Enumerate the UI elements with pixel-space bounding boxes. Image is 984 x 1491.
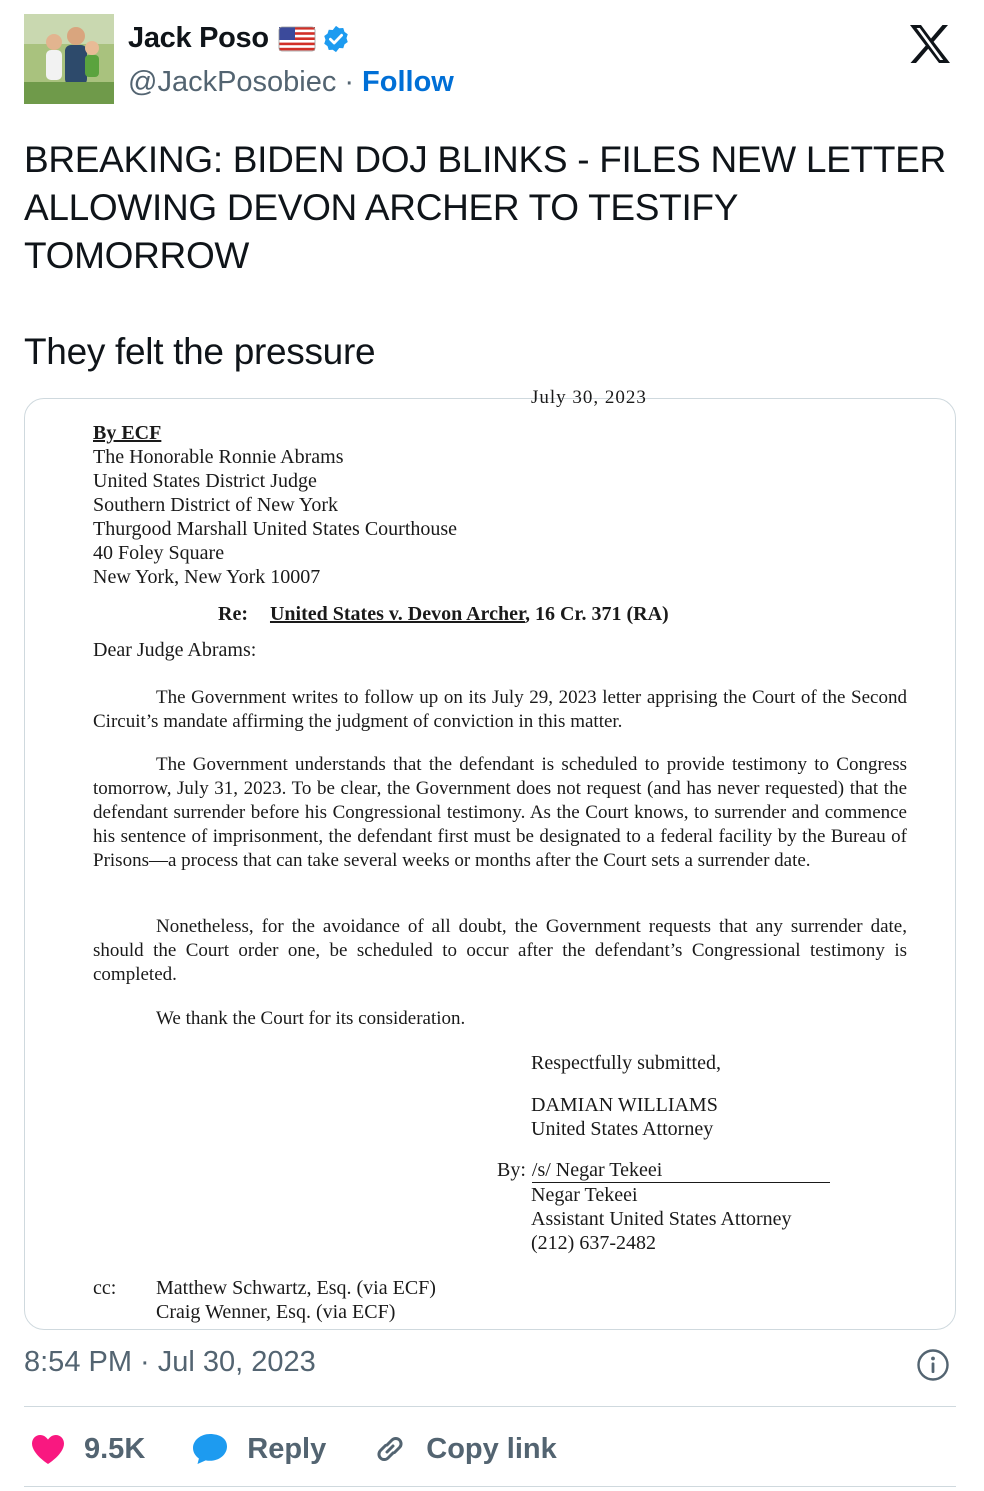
verified-badge-icon — [321, 24, 351, 54]
address-line: New York, New York 10007 — [93, 566, 321, 588]
address-line: The Honorable Ronnie Abrams — [93, 446, 344, 468]
avatar-photo-icon — [24, 14, 114, 104]
letter-date: July 30, 2023 — [531, 387, 647, 408]
copy-link-label: Copy link — [426, 1432, 557, 1465]
address-line: Southern District of New York — [93, 494, 338, 516]
salutation: Dear Judge Abrams: — [93, 639, 257, 661]
assistant-name: Negar Tekeei — [531, 1184, 638, 1206]
by-label: By: — [497, 1159, 526, 1181]
assistant-block — [531, 1183, 792, 1255]
tweet-text-line: They felt the pressure — [24, 331, 376, 372]
tweet-header — [24, 14, 960, 114]
tweet-timestamp[interactable]: 8:54 PM · Jul 30, 2023 — [24, 1346, 316, 1378]
letter-paragraph: The Government writes to follow up on its July 29, 2023 letter apprising the Court of the Second Circuit’s mandate affirming the judgment of conviction in this matter. — [93, 687, 907, 732]
assistant-phone: (212) 637-2482 — [531, 1232, 656, 1254]
link-icon — [372, 1431, 408, 1467]
cc-recipient: Craig Wenner, Esq. (via ECF) — [156, 1301, 396, 1323]
signer-title: United States Attorney — [531, 1118, 714, 1140]
assistant-title: Assistant United States Attorney — [531, 1208, 792, 1230]
cc-recipient: Matthew Schwartz, Esq. (via ECF) — [156, 1277, 436, 1299]
by-ecf: By ECF — [93, 422, 162, 444]
cc-block — [93, 1276, 436, 1324]
heart-icon — [30, 1433, 66, 1465]
info-icon[interactable] — [916, 1348, 950, 1382]
letter-paragraph: The Government understands that the defendant is scheduled to provide testimony to Congress tomorrow, July 31, 2023. To be clear, the Government does not request (and has never requested) that the defendant surrender before his Congressional testimony. As the Court knows, to surrender and commence his sentence of imprisonment, the defendant first must be designated to a federal facility by the Bureau of Prisons—a process that can take several weeks or months after the Court sets a surrender date. — [93, 754, 907, 871]
bottom-divider — [24, 1486, 956, 1491]
tweet-text-line: BREAKING: BIDEN DOJ BLINKS - FILES NEW LETTER ALLOWING DEVON ARCHER TO TESTIFY TOMORROW — [24, 139, 946, 276]
reply-bubble-icon — [191, 1432, 229, 1466]
separator-dot: · — [344, 66, 355, 98]
reply-label: Reply — [247, 1432, 327, 1465]
closing: Respectfully submitted, — [531, 1052, 721, 1074]
tweet-text — [24, 136, 954, 376]
copy-link-button[interactable] — [372, 1431, 557, 1467]
cc-label: cc: — [93, 1277, 117, 1299]
reply-button[interactable] — [191, 1432, 326, 1466]
address-block — [93, 421, 457, 589]
signer-block — [531, 1093, 718, 1141]
re-case: United States v. Devon Archer — [269, 603, 525, 625]
cc-list — [156, 1276, 436, 1324]
like-count: 9.5K — [84, 1432, 146, 1465]
re-label: Re: — [218, 603, 248, 625]
handle[interactable]: @JackPosobiec — [128, 66, 337, 98]
handle-row — [128, 66, 454, 99]
action-bar — [30, 1426, 603, 1472]
address-line: Thurgood Marshall United States Courthouse — [93, 518, 458, 540]
address-line: United States District Judge — [93, 470, 317, 492]
like-button[interactable] — [30, 1433, 145, 1466]
attached-image[interactable] — [24, 387, 956, 1330]
name-row — [128, 22, 351, 55]
avatar[interactable] — [24, 14, 114, 104]
re-number: , 16 Cr. 371 (RA) — [524, 603, 669, 625]
address-line: 40 Foley Square — [93, 542, 225, 564]
signature: /s/ Negar Tekeei — [532, 1159, 830, 1183]
text-spacer — [24, 280, 954, 328]
letter-paragraph: We thank the Court for its consideration. — [156, 1008, 466, 1029]
follow-button[interactable]: Follow — [362, 66, 454, 98]
divider — [24, 1406, 956, 1407]
re-line — [218, 603, 669, 626]
signer-name: DAMIAN WILLIAMS — [531, 1094, 718, 1116]
letter-paragraph: Nonetheless, for the avoidance of all doubt, the Government requests that any surrender date, should the Court order one, be scheduled to occur after the defendant’s Congressional testimony is completed. — [93, 916, 907, 985]
us-flag-icon — [279, 27, 315, 51]
x-logo-icon[interactable] — [908, 24, 952, 64]
display-name[interactable]: Jack Poso — [128, 22, 269, 54]
by-signature-line — [497, 1159, 830, 1183]
